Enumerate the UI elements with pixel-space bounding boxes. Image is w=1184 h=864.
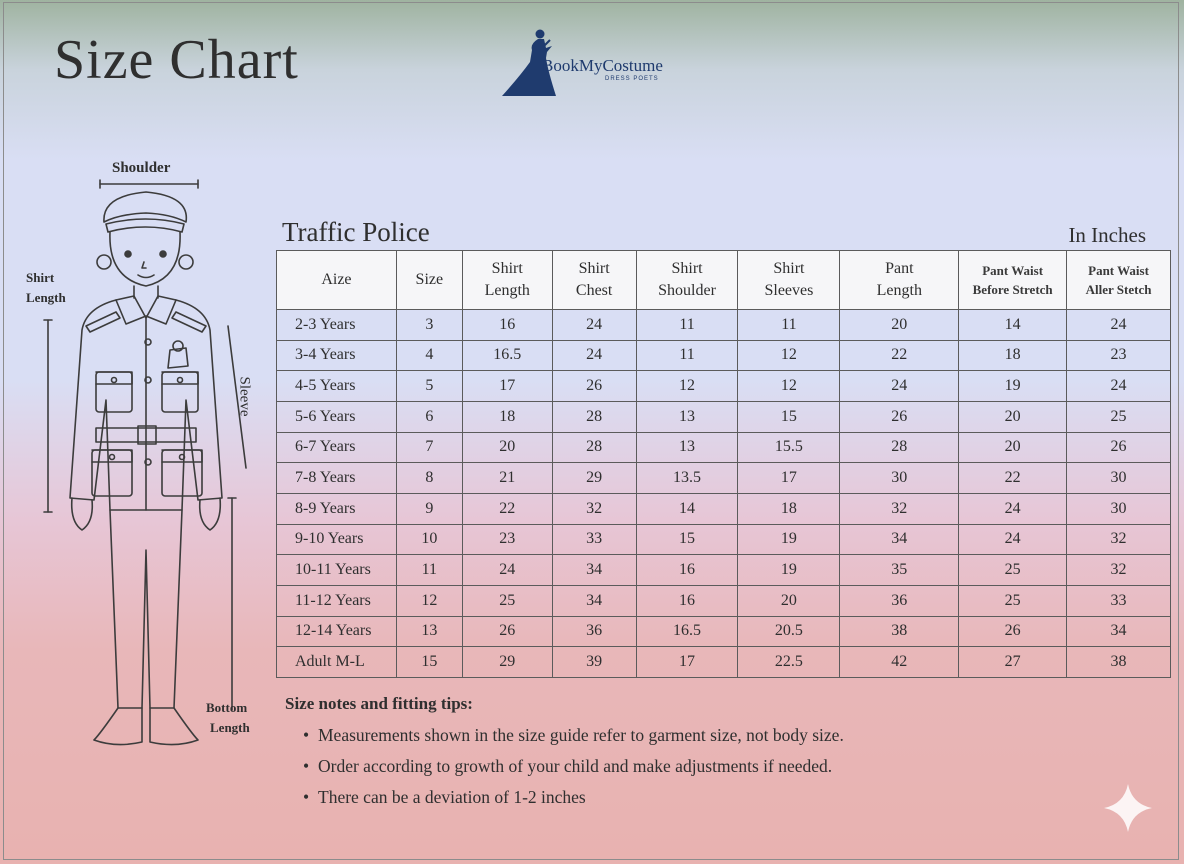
table-cell: 26 [462,616,552,647]
bottom-length-label-line2: Length [210,720,250,735]
table-cell: 11 [396,555,462,586]
table-row [277,555,1171,586]
table-cell: 12 [738,371,840,402]
table-cell: 30 [1067,493,1171,524]
table-cell: 9 [396,493,462,524]
table-cell: 4 [396,340,462,371]
page-title: Size Chart [54,29,299,91]
column-header-line: Aller Stetch [1085,282,1152,297]
table-cell: 24 [1067,371,1171,402]
table-cell: 15 [396,647,462,678]
column-header-line: Shirt [578,260,610,277]
age-cell: 9-10 Years [277,524,397,555]
column-header [959,251,1067,310]
table-cell: 16 [636,585,738,616]
table-row [277,616,1171,647]
table-cell: 12 [396,585,462,616]
table-cell: 20 [959,432,1067,463]
table-cell: 24 [959,524,1067,555]
table-cell: 15.5 [738,432,840,463]
table-cell: 26 [1067,432,1171,463]
bullet-icon: • [303,787,310,807]
table-cell: 13 [636,401,738,432]
table-cell: 13 [636,432,738,463]
table-cell: 14 [636,493,738,524]
bullet-icon: • [303,756,310,776]
table-cell: 18 [959,340,1067,371]
table-cell: 25 [959,555,1067,586]
table-cell: 30 [1067,463,1171,494]
column-header-line: Pant Waist [1088,263,1149,278]
sleeve-label: Sleeve [236,376,253,417]
age-cell: 2-3 Years [277,310,397,341]
size-table [276,250,1171,678]
table-cell: 15 [636,524,738,555]
column-header-line: Length [484,282,530,299]
age-cell: 12-14 Years [277,616,397,647]
table-cell: 34 [1067,616,1171,647]
table-cell: 34 [552,555,636,586]
table-row [277,401,1171,432]
costume-title: Traffic Police [282,217,430,247]
bullet-icon: • [303,725,310,745]
table-cell: 26 [552,371,636,402]
notes-title: Size notes and fitting tips: [285,694,473,713]
column-header-line: Shirt [773,260,805,277]
table-cell: 19 [738,555,840,586]
table-cell: 24 [552,340,636,371]
table-cell: 24 [1067,310,1171,341]
table-row [277,432,1171,463]
table-row [277,371,1171,402]
table-cell: 13 [396,616,462,647]
table-cell: 11 [738,310,840,341]
table-row [277,647,1171,678]
note-text: Measurements shown in the size guide refer to garment size, not body size. [318,725,844,745]
table-cell: 16 [462,310,552,341]
table-cell: 8 [396,463,462,494]
column-header-line: Shirt [671,260,703,277]
age-cell: 10-11 Years [277,555,397,586]
table-row [277,524,1171,555]
brand-logo [500,26,700,98]
table-cell: 32 [1067,524,1171,555]
table-cell: 29 [552,463,636,494]
column-header-line: Length [876,282,922,299]
note-text: Order according to growth of your child and make adjustments if needed. [318,756,833,776]
table-cell: 23 [462,524,552,555]
table-cell: 3 [396,310,462,341]
table-cell: 32 [552,493,636,524]
sparkle-icon [1102,782,1154,834]
table-cell: 28 [552,401,636,432]
table-cell: 11 [636,310,738,341]
table-row [277,585,1171,616]
table-cell: 36 [840,585,959,616]
age-cell: 5-6 Years [277,401,397,432]
table-cell: 19 [738,524,840,555]
table-cell: 24 [959,493,1067,524]
table-cell: 32 [1067,555,1171,586]
table-row [277,493,1171,524]
table-header-row [277,251,1171,310]
column-header [1067,251,1171,310]
table-cell: 39 [552,647,636,678]
note-item [303,786,1085,808]
fitting-notes [285,694,1085,817]
table-cell: 22 [840,340,959,371]
table-cell: 11 [636,340,738,371]
table-cell: 20 [840,310,959,341]
table-cell: 25 [462,585,552,616]
table-cell: 20 [462,432,552,463]
age-cell: Adult M-L [277,647,397,678]
table-cell: 5 [396,371,462,402]
table-cell: 10 [396,524,462,555]
units-label: In Inches [1068,223,1146,247]
table-cell: 12 [738,340,840,371]
age-cell: 6-7 Years [277,432,397,463]
column-header [840,251,959,310]
table-cell: 33 [552,524,636,555]
table-cell: 16.5 [636,616,738,647]
column-header-line: Sleeves [764,282,814,299]
table-cell: 16 [636,555,738,586]
table-cell: 16.5 [462,340,552,371]
table-cell: 34 [840,524,959,555]
table-cell: 22 [959,463,1067,494]
table-cell: 7 [396,432,462,463]
table-cell: 13.5 [636,463,738,494]
age-cell: 4-5 Years [277,371,397,402]
shoulder-label: Shoulder [112,160,171,176]
note-text: There can be a deviation of 1-2 inches [318,787,586,807]
column-header-line: Shirt [491,260,523,277]
table-cell: 35 [840,555,959,586]
shirt-length-label [26,268,66,308]
note-item [303,724,1085,746]
column-header-line: Aize [321,271,352,288]
table-cell: 34 [552,585,636,616]
column-header-line: Chest [575,282,613,299]
table-cell: 30 [840,463,959,494]
table-cell: 21 [462,463,552,494]
table-body [277,310,1171,678]
column-header [277,251,397,310]
table-cell: 28 [552,432,636,463]
column-header-line: Pant Waist [982,263,1044,278]
table-cell: 32 [840,493,959,524]
table-cell: 24 [840,371,959,402]
table-row [277,310,1171,341]
table-cell: 26 [959,616,1067,647]
table-cell: 17 [636,647,738,678]
costume-figure-illustration [20,150,270,760]
column-header-line: Pant [885,260,914,277]
column-header [462,251,552,310]
table-cell: 17 [738,463,840,494]
bottom-length-label-line1: Bottom [206,700,248,715]
table-cell: 22.5 [738,647,840,678]
table-cell: 38 [1067,647,1171,678]
shirt-length-label-line2: Length [26,290,66,305]
age-cell: 7-8 Years [277,463,397,494]
table-cell: 24 [462,555,552,586]
brand-tagline: DRESS POETS [605,76,659,82]
table-cell: 23 [1067,340,1171,371]
costume-figure [20,150,270,760]
table-cell: 24 [552,310,636,341]
column-header [396,251,462,310]
table-cell: 29 [462,647,552,678]
table-cell: 12 [636,371,738,402]
table-cell: 20 [738,585,840,616]
table-cell: 20.5 [738,616,840,647]
table-cell: 27 [959,647,1067,678]
table-cell: 36 [552,616,636,647]
table-cell: 25 [1067,401,1171,432]
column-header [738,251,840,310]
note-item [303,755,1085,777]
table-row [277,463,1171,494]
column-header-line: Before Stretch [972,282,1053,297]
table-cell: 14 [959,310,1067,341]
brand-name: BookMyCostume [542,56,663,75]
table-cell: 38 [840,616,959,647]
column-header-line: Shoulder [658,282,716,299]
table-cell: 17 [462,371,552,402]
table-cell: 20 [959,401,1067,432]
shirt-length-label-line1: Shirt [26,270,55,285]
table-cell: 33 [1067,585,1171,616]
bottom-length-label [206,698,250,738]
table-header [277,251,1171,310]
column-header-line: Size [415,271,444,288]
table-cell: 22 [462,493,552,524]
age-cell: 3-4 Years [277,340,397,371]
table-cell: 19 [959,371,1067,402]
table-cell: 15 [738,401,840,432]
table-cell: 18 [462,401,552,432]
column-header [552,251,636,310]
table-cell: 6 [396,401,462,432]
table-cell: 28 [840,432,959,463]
table-cell: 18 [738,493,840,524]
table-cell: 42 [840,647,959,678]
table-cell: 26 [840,401,959,432]
table-row [277,340,1171,371]
age-cell: 8-9 Years [277,493,397,524]
column-header [636,251,738,310]
age-cell: 11-12 Years [277,585,397,616]
table-cell: 25 [959,585,1067,616]
